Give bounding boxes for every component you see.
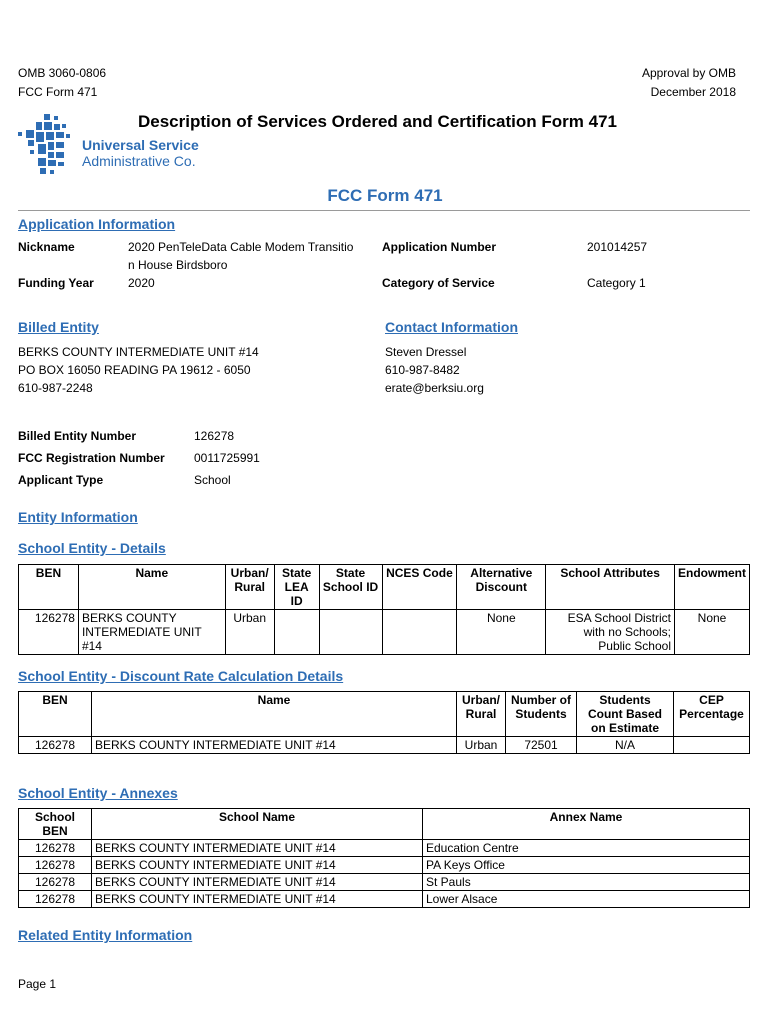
col-name: Name: [92, 692, 457, 737]
approval-text: Approval by OMB: [641, 66, 736, 80]
billed-entity-number-value: 126278: [194, 429, 235, 443]
cell-attributes: ESA School District with no Schools; Public School: [546, 610, 675, 655]
cell-state-school: [319, 610, 382, 655]
table-row: [19, 737, 750, 754]
billed-entity-phone: 610-987-2248: [18, 381, 93, 395]
contact-email: erate@berksiu.org: [385, 381, 484, 395]
contact-block: [385, 343, 484, 397]
form-title: FCC Form 471: [327, 186, 443, 205]
app-number-label: Application Number: [382, 240, 497, 254]
page-number: Page 1: [18, 977, 57, 991]
header-right: [642, 64, 736, 102]
cell-ben: 126278: [19, 737, 92, 754]
related-heading: Related Entity Information: [18, 927, 193, 943]
nickname-value-line-2: n House Birdsboro: [128, 258, 228, 272]
col-ben: BEN: [19, 565, 79, 610]
billed-entity-name: BERKS COUNTY INTERMEDIATE UNIT #14: [18, 345, 259, 359]
form-label: FCC Form 471: [18, 85, 98, 99]
table-row: [19, 610, 750, 655]
annexes-heading: School Entity - Annexes: [18, 785, 178, 801]
funding-year-label: Funding Year: [18, 276, 94, 290]
col-school-ben: School BEN: [19, 809, 92, 840]
discount-heading: School Entity - Discount Rate Calculation Details: [18, 668, 344, 684]
cell-ben: 126278: [19, 874, 92, 891]
header-left: [18, 64, 106, 102]
fcc-reg-label: FCC Registration Number: [18, 451, 165, 465]
col-cep: CEP Percentage: [674, 692, 750, 737]
contact-phone: 610-987-8482: [385, 363, 460, 377]
cell-name: BERKS COUNTY INTERMEDIATE UNIT #14: [78, 610, 225, 655]
fcc-reg-value: 0011725991: [194, 451, 260, 465]
col-estimate: Students Count Based on Estimate: [577, 692, 674, 737]
discount-table: [18, 691, 750, 754]
col-ben: BEN: [19, 692, 92, 737]
cell-annex: PA Keys Office: [423, 857, 750, 874]
col-attributes: School Attributes: [546, 565, 675, 610]
cell-endowment: None: [675, 610, 750, 655]
nickname-value: [128, 238, 353, 274]
logo-line-1: Universal Service: [82, 137, 199, 153]
billed-entity-heading: Billed Entity: [18, 319, 99, 335]
billed-entity-number-label: Billed Entity Number: [18, 429, 137, 443]
cell-annex: St Pauls: [423, 874, 750, 891]
funding-year-value: 2020: [128, 276, 155, 290]
contact-name: Steven Dressel: [385, 345, 467, 359]
approval-date: December 2018: [650, 85, 736, 99]
table-header-row: [19, 809, 750, 840]
school-details-heading: School Entity - Details: [18, 540, 166, 556]
cell-ben: 126278: [19, 891, 92, 908]
table-row: [19, 874, 750, 891]
cell-students: 72501: [506, 737, 577, 754]
annexes-table: [18, 808, 750, 908]
col-urban: Urban/ Rural: [225, 565, 274, 610]
col-endowment: Endowment: [675, 565, 750, 610]
cell-urban: Urban: [225, 610, 274, 655]
table-header-row: [19, 565, 750, 610]
cell-school: BERKS COUNTY INTERMEDIATE UNIT #14: [92, 857, 423, 874]
table-header-row: [19, 692, 750, 737]
applicant-type-value: School: [194, 473, 231, 487]
cell-school: BERKS COUNTY INTERMEDIATE UNIT #14: [92, 874, 423, 891]
nickname-value-line-1: 2020 PenTeleData Cable Modem Transitio: [128, 240, 354, 254]
col-students: Number of Students: [506, 692, 577, 737]
cell-school: BERKS COUNTY INTERMEDIATE UNIT #14: [92, 840, 423, 857]
cell-ben: 126278: [19, 610, 79, 655]
cell-annex: Education Centre: [423, 840, 750, 857]
category-label: Category of Service: [382, 276, 495, 290]
table-row: [19, 840, 750, 857]
divider: [18, 210, 750, 211]
cell-state-lea: [274, 610, 319, 655]
logo-line-2: Administrative Co.: [82, 153, 196, 169]
cell-name: BERKS COUNTY INTERMEDIATE UNIT #14: [92, 737, 457, 754]
col-school-name: School Name: [92, 809, 423, 840]
applicant-type-label: Applicant Type: [18, 473, 104, 487]
billed-entity-block: [18, 343, 259, 397]
col-nces: NCES Code: [382, 565, 457, 610]
app-number-value: 201014257: [587, 240, 648, 254]
application-heading: Application Information: [18, 216, 176, 232]
col-name: Name: [78, 565, 225, 610]
col-state-lea: State LEA ID: [274, 565, 319, 610]
entity-info-heading: Entity Information: [18, 509, 138, 525]
cell-alt-discount: None: [457, 610, 546, 655]
contact-heading: Contact Information: [385, 319, 518, 335]
cell-ben: 126278: [19, 857, 92, 874]
page-title: Description of Services Ordered and Certification Form 471: [138, 112, 617, 131]
cell-nces: [382, 610, 457, 655]
omb-number: OMB 3060-0806: [18, 66, 107, 80]
category-value: Category 1: [587, 276, 646, 290]
school-details-table: [18, 564, 750, 655]
table-row: [19, 891, 750, 908]
col-urban: Urban/ Rural: [457, 692, 506, 737]
logo-text: [82, 137, 199, 169]
cell-school: BERKS COUNTY INTERMEDIATE UNIT #14: [92, 891, 423, 908]
billed-entity-address: PO BOX 16050 READING PA 19612 - 6050: [18, 363, 251, 377]
nickname-label: Nickname: [18, 240, 75, 254]
col-alt-discount: Alternative Discount: [457, 565, 546, 610]
col-state-school: State School ID: [319, 565, 382, 610]
cell-cep: [674, 737, 750, 754]
cell-urban: Urban: [457, 737, 506, 754]
table-row: [19, 857, 750, 874]
cell-ben: 126278: [19, 840, 92, 857]
col-annex-name: Annex Name: [423, 809, 750, 840]
cell-estimate: N/A: [577, 737, 674, 754]
cell-annex: Lower Alsace: [423, 891, 750, 908]
